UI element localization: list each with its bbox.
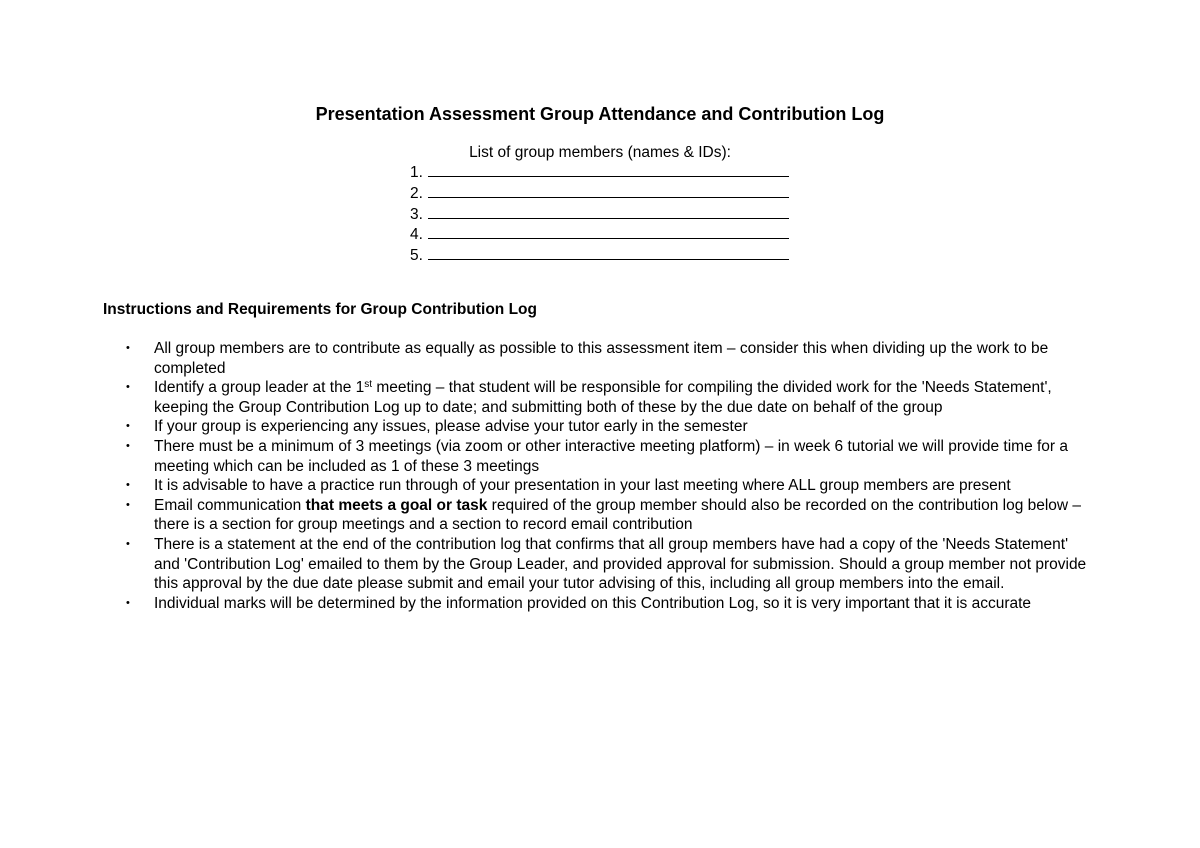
member-number: 2. (410, 184, 423, 202)
bullet-icon: • (126, 498, 130, 511)
member-row (410, 245, 789, 266)
member-number: 1. (410, 164, 423, 181)
member-row (410, 204, 789, 225)
member-blank-line (428, 183, 789, 198)
bullet-icon: • (126, 596, 130, 609)
member-row (410, 183, 789, 204)
bullet-icon: • (126, 439, 130, 452)
member-blank-line (428, 245, 789, 260)
list-item (126, 417, 1094, 437)
instruction-text: All group members are to contribute as equally as possible to this assessment item – consider this when dividing up the work to be completed (154, 340, 1049, 377)
instruction-text: There is a statement at the end of the contribution log that confirms that all group members have had a copy of the 'Needs Statement' and 'Contribution Log' emailed to them by the Group Leader, and provided approval for submission. Should a group member not provide this approval by the due date please submit and email your tutor advising of this, including all group members into the email. (154, 535, 1087, 593)
list-item (126, 378, 1094, 417)
member-list (410, 162, 789, 266)
bullet-icon: • (126, 479, 130, 492)
list-item (126, 476, 1094, 496)
list-item (126, 437, 1094, 476)
bullet-icon: • (126, 420, 130, 433)
member-number: 3. (410, 205, 423, 223)
member-blank-line (428, 204, 789, 219)
instruction-text-post: meeting – that student will be responsible for compiling the divided work for the 'Needs Statement', keeping the Group Contribution Log up to date; and submitting both of these by the due date on behalf of the group (154, 379, 1052, 416)
page-title: Presentation Assessment Group Attendance and Contribution Log (315, 104, 885, 124)
section-heading: Instructions and Requirements for Group Contribution Log (103, 301, 537, 318)
instruction-superscript: st (364, 379, 373, 391)
list-item (126, 339, 1094, 378)
member-number: 5. (410, 247, 423, 265)
instruction-text: There must be a minimum of 3 meetings (via zoom or other interactive meeting platform) – in week 6 tutorial we will provide time for a meeting which can be included as 1 of these 3 meetings (154, 437, 1069, 475)
member-row (410, 162, 789, 183)
instruction-text-bold: that meets a goal or task (305, 496, 488, 514)
instructions-list (126, 339, 1094, 613)
list-item (126, 535, 1094, 594)
list-item (126, 496, 1094, 535)
member-blank-line (428, 162, 789, 177)
bullet-icon: • (126, 537, 130, 550)
instruction-text-pre: Email communication (154, 496, 306, 514)
member-row (410, 224, 789, 245)
bullet-icon: • (126, 342, 130, 354)
instruction-text: If your group is experiencing any issues, please advise your tutor early in the semester (154, 418, 748, 436)
instruction-text-pre: Identify a group leader at the 1 (154, 379, 365, 397)
instruction-text-post: required of the group member should also be recorded on the contribution log below – there is a section for group meetings and a section to record email contribution (154, 496, 1082, 534)
bullet-icon: • (126, 381, 130, 394)
member-blank-line (428, 224, 789, 239)
list-item (126, 594, 1094, 614)
instruction-text: Individual marks will be determined by the information provided on this Contribution Log, so it is very important that it is accurate (154, 594, 1032, 612)
member-number: 4. (410, 226, 423, 244)
members-heading: List of group members (names & IDs): (469, 144, 731, 161)
instruction-text: It is advisable to have a practice run through of your presentation in your last meeting where ALL group members are present (154, 477, 1011, 495)
